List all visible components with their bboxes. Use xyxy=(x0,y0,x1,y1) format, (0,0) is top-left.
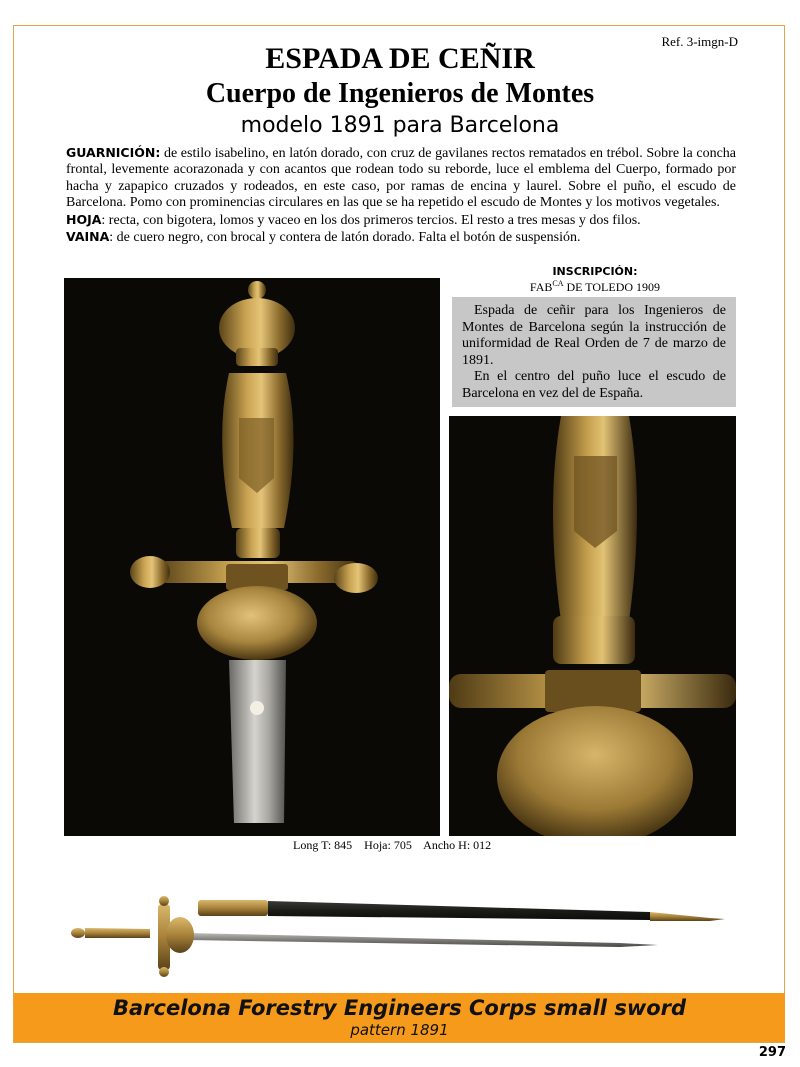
guarnicion-label: GUARNICIÓN: xyxy=(66,145,161,160)
reference-code: Ref. 3-imgn-D xyxy=(661,34,738,49)
vaina-label: VAINA xyxy=(66,229,110,245)
hoja-text: : recta, con bigotera, lomos y vaceo en los dos primeros tercios. El resto a tres mesas y dos filos. xyxy=(101,212,641,228)
detail-photo xyxy=(449,416,736,836)
inscription-fab: FAB xyxy=(529,280,553,294)
note-paragraph-2: En el centro del puño luce el escudo de Barcelona en vez del de España. xyxy=(462,369,726,401)
measurements: Long T: 845 Hoja: 705 Ancho H: 012 xyxy=(293,838,492,852)
page-number: 297 xyxy=(758,1045,786,1060)
inscription-text xyxy=(450,279,740,295)
vaina-text: : de cuero negro, con brocal y contera de latón dorado. Falta el botón de suspensión. xyxy=(109,230,581,246)
inscription-sup: CA xyxy=(552,279,564,288)
note-paragraph-1: Espada de ceñir para los Ingenieros de Montes de Barcelona según la instrucción de uniformidad de Real Orden de 7 de marzo de 1891. xyxy=(462,303,726,368)
english-title-band xyxy=(14,993,785,1042)
hilt-photo xyxy=(64,278,440,836)
english-subtitle: pattern 1891 xyxy=(350,1021,449,1039)
page-subtitle: Cuerpo de Ingenieros de Montes xyxy=(205,78,595,109)
inscription-heading: INSCRIPCIÓN: xyxy=(552,265,638,278)
guarnicion-text: de estilo isabelino, en latón dorado, con cruz de gavilanes rectos rematados en trébol. Sobre la concha frontal, levemente acorazonada y con acantos que rodean todo su reborde, luce el emblema del Cuerpo, formado por hacha y zapapico cruzados y rodeados, en este caso, por ramas de encina y laurel. Sobre el puño, el escudo de Barcelona. Pomo con prominencias circulares en las que se ha repetido el escudo de Montes y los motivos vegetales. xyxy=(66,146,736,211)
model-line: modelo 1891 para Barcelona xyxy=(240,113,560,138)
note-box xyxy=(452,297,736,407)
inscription-rest: DE TOLEDO 1909 xyxy=(563,280,661,294)
description-block xyxy=(66,145,736,246)
page-title: ESPADA DE CEÑIR xyxy=(265,42,535,75)
full-sword-photo xyxy=(60,888,740,980)
english-title: Barcelona Forestry Engineers Corps small sword xyxy=(112,996,687,1020)
hoja-label: HOJA xyxy=(66,211,102,227)
